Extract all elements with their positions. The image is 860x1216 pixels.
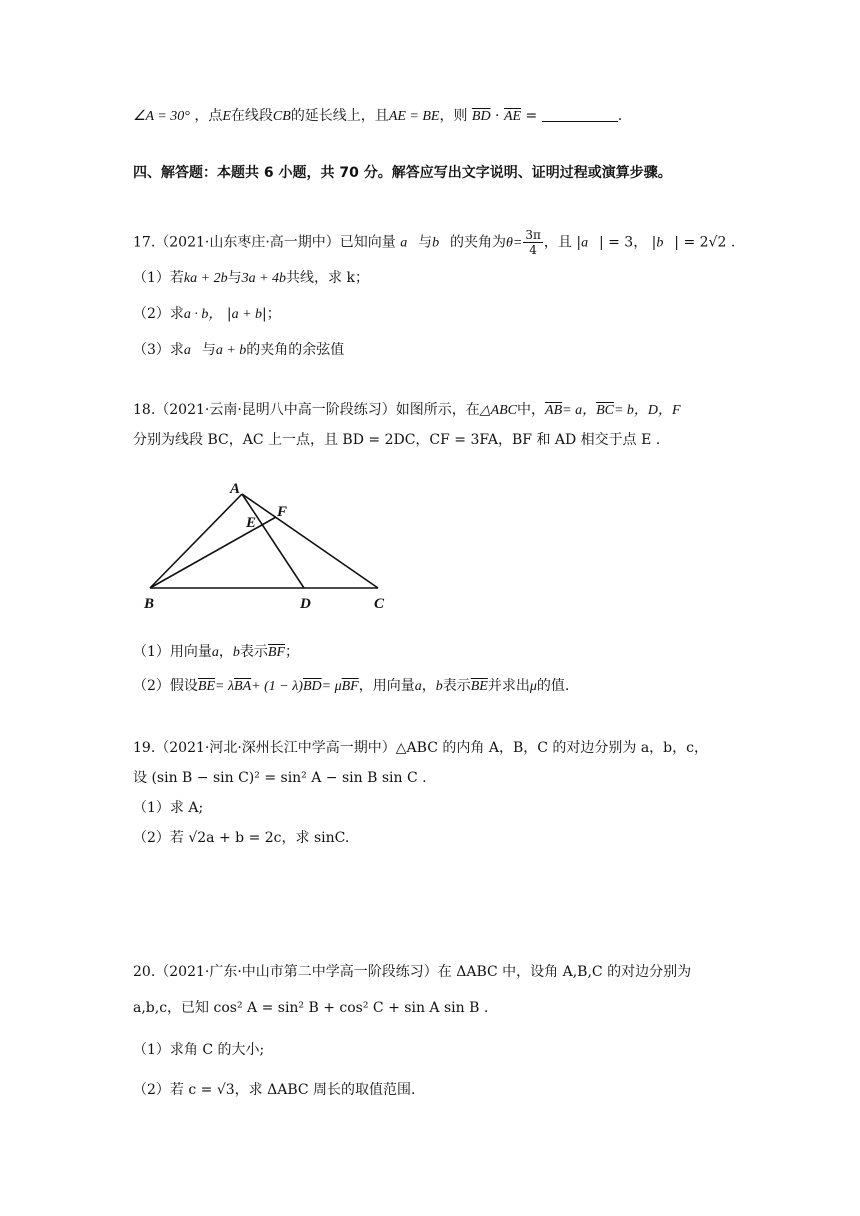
q20-stem-line1: 20.（2021·广东·中山市第二中学高一阶段练习）在 ΔABC 中，设角 A,B,C 的对边分别为 (133, 964, 692, 980)
q20-stem-line2: a,b,c，已知 cos² A = sin² B + cos² C + sin A sin B . (133, 1000, 489, 1016)
label-e: E (246, 515, 257, 531)
q17-part3: （3）求a⃗与a + b的夹角的余弦值 (133, 342, 345, 358)
q17-stem: 17.（2021·山东枣庄·高一期中）已知向量 a⃗与b⃗的夹角为θ= $\frac{3\pi}{4}$ ，且 |a⃗| = 3， |b⃗| = 2√2 . (133, 228, 736, 257)
label-d: D (300, 596, 311, 612)
segment-bf (150, 517, 276, 588)
q19-stem-line2: 设 (sin B − sin C)² = sin² A − sin B sin C . (133, 770, 427, 786)
triangle-diagram (138, 476, 398, 616)
section-heading: 四、解答题：本题共 6 小题，共 70 分。解答应写出文字说明、证明过程或演算步骤。 (133, 165, 672, 181)
vector-bd: $\overline{BD}$ (471, 109, 491, 124)
vector-ae: $\overline{AE}$ (503, 109, 522, 124)
q18-stem-line1: 18.（2021·云南·昆明八中高一阶段练习）如图所示，在△ABC中，$\overline{AB}= a$，$\overline{BC}= b$，D，F (133, 402, 681, 418)
segment-ad (242, 494, 304, 588)
fraction: $\frac{3\pi}{4}$ (525, 228, 541, 257)
q17-part2: （2）求a · b， |a + b|； (133, 306, 281, 322)
q19-part2: （2）若 √2a + b = 2c，求 sinC. (133, 830, 350, 846)
q18-part2: （2）假设$\overline{BE}= \lambda\overline{BA}+ (1 - \lambda)\overline{BD}= \mu\overline{BF}$，用向量a，b表示$\overline{BE}$并求出μ的值. (133, 678, 570, 694)
segment-ba (150, 494, 242, 588)
q20-part1: （1）求角 C 的大小; (133, 1042, 265, 1058)
q18-stem-line2: 分别为线段 BC，AC 上一点，且 BD = 2DC，CF = 3FA，BF 和 AD 相交于点 E . (133, 432, 661, 448)
label-a: A (230, 481, 241, 497)
q18-part1: （1）用向量a，b表示$\overline{BF}$； (133, 644, 300, 660)
segment-ac (242, 494, 378, 588)
q19-stem-line1: 19.（2021·河北·深州长江中学高一期中）△ABC 的内角 A，B，C 的对边分别为 a，b，c， (133, 740, 708, 756)
q17-part1: （1）若ka + 2b与3a + 4b共线，求 k； (133, 270, 369, 286)
q19-part1: （1）求 A; (133, 800, 204, 816)
label-c: C (374, 596, 385, 612)
answer-blank (542, 107, 618, 122)
q20-part2: （2）若 c = √3，求 ΔABC 周长的取值范围. (133, 1082, 416, 1098)
label-f: F (277, 504, 288, 520)
label-b: B (144, 596, 155, 612)
q16-tail-line: ∠A = 30° ，点E在线段CB的延长线上，且AE = BE，则 $\overline{BD} \cdot \overline{AE}$ = . (133, 108, 623, 124)
